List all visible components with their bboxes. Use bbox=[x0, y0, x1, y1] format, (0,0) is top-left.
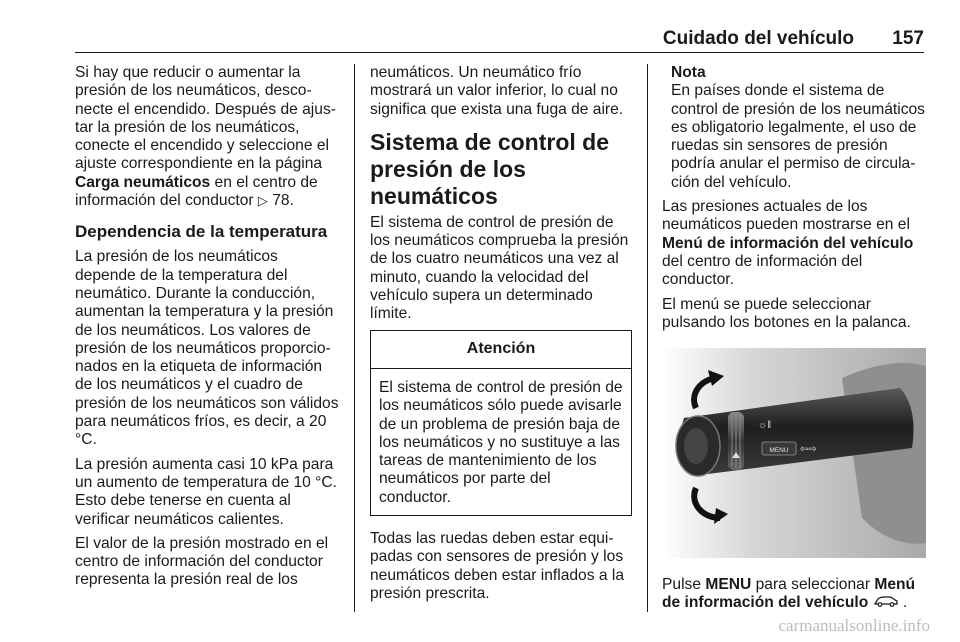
paragraph: La presión aumenta casi 10 kPa para un aumento de temperatura de 10 °C. Esto debe tenerse en cuenta al verificar neumáticos calientes. bbox=[75, 455, 337, 528]
cross-reference-arrow-icon: ▷ bbox=[257, 193, 268, 209]
paragraph: Si hay que reducir o aumentar la presión de los neumáticos, desconecte el encendido. Después de ajustar la presión de los neumáticos, conecte el encendido y seleccione el ajuste correspondiente en la página Carga neumáticos en el centro de información del conductor ▷ 78. bbox=[75, 64, 336, 210]
paragraph: Pulse MENU para seleccionar Menú de información del vehículo . bbox=[662, 576, 916, 612]
caution-box bbox=[370, 330, 632, 516]
watermark: carmanualsonline.info bbox=[778, 616, 930, 635]
paragraph: neumáticos. Un neumático frío mostrará un valor inferior, lo cual no significa que exista una fuga de aire. bbox=[370, 64, 624, 118]
menu-button-term: MENU bbox=[705, 576, 752, 594]
column-1 bbox=[75, 64, 340, 596]
paragraph: Las presiones actuales de los neumáticos pueden mostrarse en el Menú de información del vehículo del centro de información del conductor. bbox=[662, 198, 914, 289]
tire-load-term: Carga neumáticos bbox=[75, 173, 211, 191]
column-3 bbox=[662, 64, 926, 619]
vehicle-info-menu-term: Menú de información del vehículo bbox=[662, 234, 914, 252]
paragraph: La presión de los neumáticos depende de la temperatura del neumático. Durante la conducción, aumentan la temperatura y la presión de los neumáticos. Los valores de presión de los neumáticos proporcionados en la etiqueta de información de los neumáticos y el cuadro de presión de los neumáticos son válidos para neumáticos fríos, es decir, a 20 °C. bbox=[75, 248, 339, 449]
paragraph: El valor de la presión mostrado en el centro de información del conductor representa la presión real de los bbox=[75, 534, 329, 589]
column-divider bbox=[647, 64, 648, 612]
section-heading-tpms: Sistema de control de presión de los neumáticos bbox=[370, 128, 610, 209]
lever-menu-label: MENU bbox=[769, 447, 789, 455]
paragraph: El sistema de control de presión de los neumáticos comprueba la presión de los cuatro neumáticos una vez al minuto, cuando la velocidad del vehículo supera un determinado límite. bbox=[370, 213, 629, 323]
page-reference[interactable]: 78. bbox=[272, 192, 294, 210]
caution-body: El sistema de control de presión de los neumáticos sólo puede avisarle de un problema de presión baja de los neumáticos y no sustituye a las tareas de mantenimiento de los neumáticos por parte del conductor. bbox=[379, 378, 623, 506]
car-icon bbox=[873, 594, 903, 611]
note-title: Nota bbox=[671, 64, 706, 81]
note-block bbox=[662, 64, 926, 192]
vehicle-info-menu-term: Menú de información del vehículo bbox=[662, 576, 916, 612]
paragraph: El menú se puede seleccionar pulsando los botones en la palanca. bbox=[662, 295, 911, 331]
note-body: En países donde el sistema de control de presión de los neumáticos es obligatorio legalmente, el uso de ruedas sin sensores de presión podría anular el permiso de circulación del vehículo. bbox=[671, 82, 925, 191]
turn-signal-lever-illustration bbox=[662, 348, 926, 558]
page-header bbox=[75, 26, 924, 53]
page-number: 157 bbox=[892, 28, 924, 49]
column-divider bbox=[354, 64, 355, 612]
column-2 bbox=[370, 64, 632, 609]
paragraph: Todas las ruedas deben estar equipadas con sensores de presión y los neumáticos deben estar inflados a la presión prescrita. bbox=[370, 530, 624, 602]
caution-title: Atención bbox=[371, 331, 631, 369]
svg-text:⇦⇨: ⇦⇨ bbox=[800, 444, 817, 456]
section-title: Cuidado del vehículo bbox=[662, 28, 854, 49]
subheading-temperature: Dependencia de la temperatura bbox=[75, 222, 328, 242]
svg-text:☼‖: ☼‖ bbox=[758, 420, 772, 432]
